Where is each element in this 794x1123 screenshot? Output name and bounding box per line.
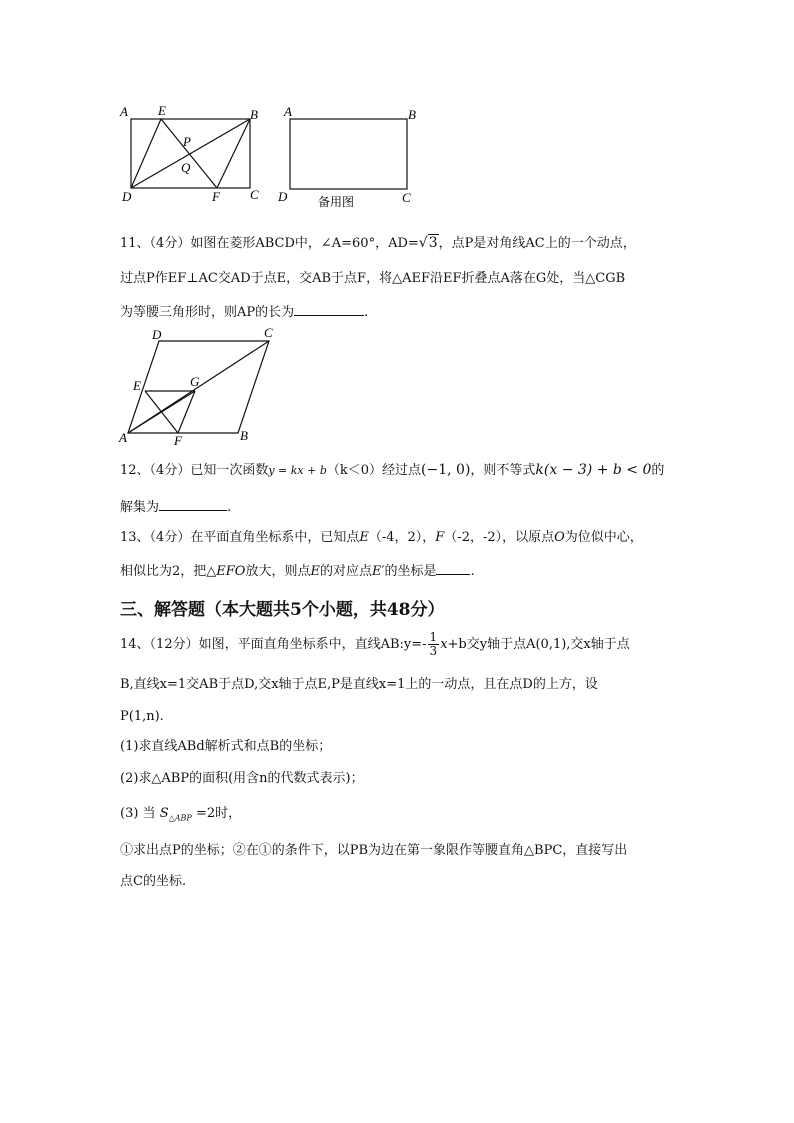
q13-line2: 相似比为2，把△EFO放大，则点E的对应点E′的坐标是 .: [120, 564, 475, 579]
label-a2: A: [284, 104, 292, 119]
segment-de: [131, 119, 161, 188]
segment-ef: [161, 119, 217, 188]
q14-line2: B,直线x=1交AB于点D,交x轴于点E,P是直线x=1上的一动点，且在点D的上方，设: [120, 677, 598, 692]
q13-line1: 13、（4分）在平面直角坐标系中，已知点E（-4，2），F（-2，-2），以原点O为位似中心，: [120, 530, 643, 545]
q12-line2: 解集为 .: [120, 500, 232, 515]
section-heading: 三、解答题（本大题共5个小题，共48分）: [120, 600, 445, 620]
q14-sub5: 点C的坐标.: [120, 874, 187, 889]
segment-db: [131, 119, 250, 188]
q11-line3: 为等腰三角形时，则AP的长为 .: [120, 305, 369, 320]
q14-sub3: (3) 当 $S_{\triangle ABP} =2$时，: [120, 806, 242, 823]
label-d: D: [122, 189, 132, 204]
q14-sub1: (1)求直线ABd解析式和点B的坐标；: [120, 739, 332, 754]
segment-gf: [178, 391, 195, 433]
q14-line3: P(1,n).: [120, 709, 164, 724]
fraction-one-third: $\frac{1}{3}$: [429, 630, 438, 658]
label-b: B: [240, 428, 248, 443]
label-g: G: [190, 374, 200, 389]
figure-caption: 备用图: [318, 195, 355, 209]
answer-blank-q13[interactable]: [436, 562, 470, 575]
label-c: C: [250, 187, 259, 202]
label-a: A: [119, 430, 127, 445]
figure-q10: [110, 100, 430, 212]
label-f: F: [212, 189, 220, 204]
segment-fb: [217, 119, 250, 188]
segment-ag: [128, 391, 195, 433]
area-subscript: △ABP: [168, 813, 192, 823]
point-expression: (−1, 0): [421, 462, 471, 478]
inequality-expression: k(x − 3) + b < 0: [535, 462, 652, 478]
answer-blank-q12[interactable]: [159, 498, 227, 511]
label-e: E: [133, 378, 141, 393]
function-expression: y = kx + b: [268, 464, 327, 477]
area-symbol: S: [159, 806, 169, 821]
answer-blank-q11[interactable]: [294, 303, 364, 316]
q11-line2: 过点P作EF⊥AC交AD于点E，交AB于点F，将△AEF沿EF折叠点A落在G处，当△CGB: [120, 271, 626, 286]
q14-line1: 14、（12分）如图，平面直角坐标系中，直线AB:y=- $\frac{1}{3}$ x+b交y轴于点A(0,1),交x轴于点: [120, 630, 630, 658]
rectangle-spare: [290, 119, 407, 189]
sqrt-3: √3: [418, 235, 438, 251]
label-a: A: [120, 104, 128, 119]
label-c: C: [264, 325, 273, 340]
q12-line1: 12、（4分）已知一次函数y = kx + b（k＜0）经过点(−1, 0)，则不等式k(x − 3) + b < 0的: [120, 462, 665, 478]
label-e: E: [158, 103, 166, 118]
label-f: F: [174, 433, 182, 448]
label-d: D: [152, 327, 162, 342]
q11-line1: 11、（4分）如图在菱形ABCD中，∠A=60°，AD=√3，点P是对角线AC上的一个动点，: [120, 235, 636, 251]
label-d2: D: [278, 189, 288, 204]
figure-q11: [112, 322, 292, 450]
label-c2: C: [402, 190, 411, 205]
label-q: Q: [181, 160, 191, 175]
q14-sub4: ①求出点P的坐标；②在①的条件下，以PB为边在第一象限作等腰直角△BPC，直接写出: [120, 843, 628, 858]
label-b2: B: [408, 107, 416, 122]
label-b: B: [250, 107, 258, 122]
q14-sub2: (2)求△ABP的面积(用含n的代数式表示)；: [120, 771, 364, 786]
label-p: P: [183, 134, 191, 149]
